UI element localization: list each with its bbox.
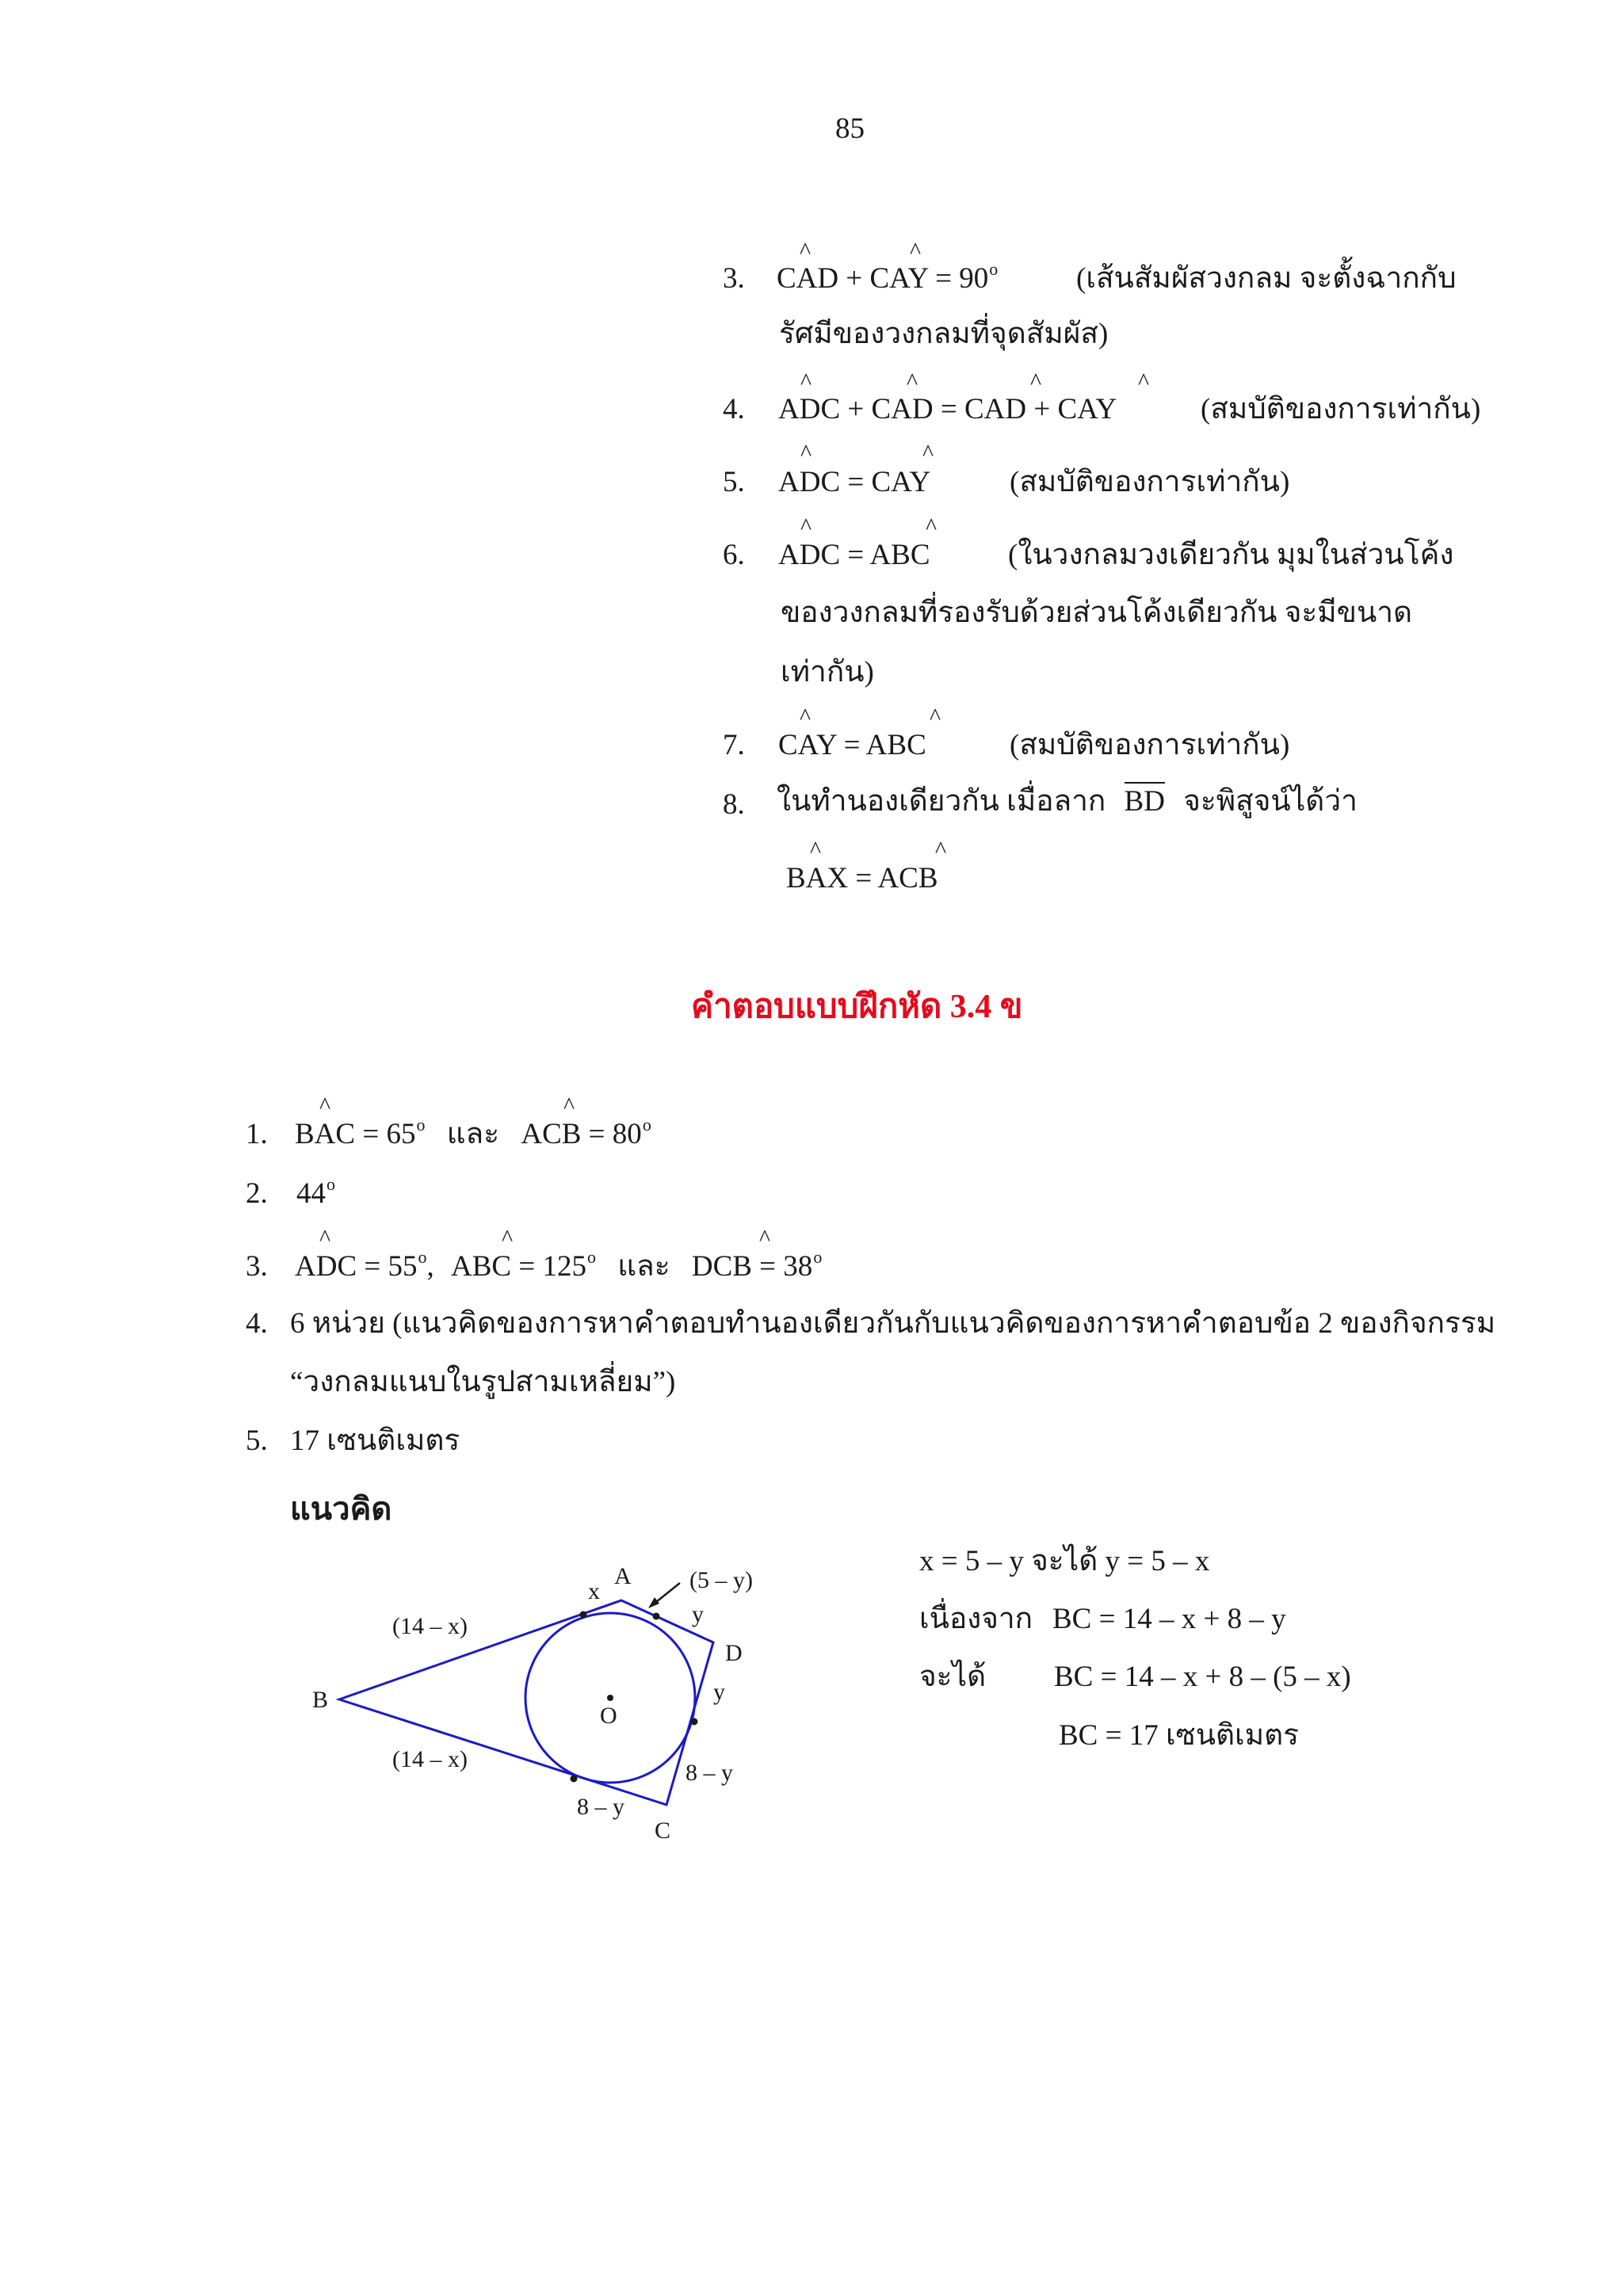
answer-number: 1. [246,1118,268,1150]
degree-sup: o [586,1247,596,1267]
approach-label: แนวคิด [290,1491,392,1527]
label-B: B [312,1687,329,1713]
segment-label-dc-y: y [713,1679,725,1705]
step-number: 8. [723,788,745,821]
answer-part: DCB = 38 [691,1250,813,1283]
step-reason: (เส้นสัมผัสวงกลม จะตั้งฉากกับ [1076,262,1457,295]
step-text-after: จะพิสูจน์ได้ว่า [1183,785,1358,818]
segment-label-dc-8y: 8 – y [685,1760,733,1786]
answer-number: 4. [246,1307,268,1340]
degree-sup: o [642,1115,651,1135]
angle-hat: ^ [800,513,812,540]
tangent-points [571,1611,698,1783]
answer-text-cont: “วงกลมแนบในรูปสามเหลี่ยม”) [290,1366,676,1398]
angle-hat: ^ [922,440,934,466]
answer-text: 17 เซนติเมตร [290,1425,460,1457]
step-reason: (สมบัติของการเท่ากัน) [1201,393,1481,425]
step-number: 5. [723,466,745,498]
answer-part: ABC = 125 [451,1250,586,1283]
segment-overline: BD [1125,782,1165,818]
step-number: 3. [723,262,745,295]
segment-label-x: x [588,1578,600,1604]
step-expression: ADC = ABC [778,539,930,571]
angle-hat: ^ [759,1225,771,1251]
angle-hat: ^ [800,238,812,264]
pointer-arrow [648,1583,680,1608]
answer-number: 3. [246,1250,268,1283]
step-reason: (สมบัติของการเท่ากัน) [1010,466,1290,498]
segment-label-bc-8y: 8 – y [577,1794,624,1820]
step-reason-cont: เท่ากัน) [781,656,874,688]
angle-hat: ^ [926,513,938,540]
working-label: จะได้ [919,1661,987,1693]
answer-part: ADC = 55 [295,1250,418,1283]
angle-hat: ^ [930,704,941,730]
step-expression: BAX = ACB [786,862,938,894]
answer-expression [296,1174,335,1210]
step-expression: ADC + CAD = CAD + CAY [778,393,1117,425]
tangent-point [571,1775,578,1783]
angle-hat: ^ [1138,368,1150,395]
degree-sup: o [327,1174,335,1194]
answer-part: ACB = 80 [521,1118,642,1150]
angle-hat: ^ [910,238,922,264]
angle-hat: ^ [810,837,822,863]
center-point [607,1695,613,1701]
answer-expression [295,1247,823,1283]
degree-sup: o [416,1115,426,1135]
answer-comma: , [426,1250,434,1283]
step-reason: (สมบัติของการเท่ากัน) [1010,729,1290,761]
label-O: O [600,1703,617,1729]
angle-hat: ^ [1030,368,1042,395]
answer-number: 5. [246,1425,268,1457]
tangent-point [691,1718,698,1726]
angle-hat: ^ [800,368,812,395]
answer-number: 2. [246,1177,268,1210]
angle-hat: ^ [800,704,812,730]
angle-hat: ^ [319,1093,331,1119]
step-text [777,787,1358,816]
label-A: A [614,1563,632,1589]
degree-sup: o [989,259,999,279]
step-number: 4. [723,393,745,425]
answer-connector: และ [446,1118,500,1150]
step-reason: (ในวงกลมวงเดียวกัน มุมในส่วนโค้ง [1008,539,1454,571]
degree-sup: o [418,1247,427,1267]
step-text-before: ในทำนองเดียวกัน เมื่อลาก [777,785,1106,818]
section-heading: คำตอบแบบฝึกหัด 3.4 ข [691,989,1023,1025]
label-C: C [655,1817,671,1844]
segment-label-bc: (14 – x) [392,1746,468,1772]
answer-text: 6 หน่วย (แนวคิดของการหาคำตอบทำนองเดียวกันกับแนวคิดของการหาคำตอบข้อ 2 ของกิจกรรม [290,1307,1496,1340]
segment-label-5y: (5 – y) [689,1567,753,1593]
tangent-point [580,1611,587,1619]
working-line-2: BC = 14 – x + 8 – y [1052,1603,1286,1635]
tangent-point [653,1613,660,1620]
step-reason-cont: ของวงกลมที่รองรับด้วยส่วนโค้งเดียวกัน จะมีขนาด [781,597,1413,629]
angle-hat: ^ [502,1225,514,1251]
page-number: 85 [835,113,865,145]
angle-hat: ^ [563,1093,575,1119]
step-reason-cont: รัศมีของวงกลมที่จุดสัมผัส) [779,318,1109,350]
answer-connector: และ [617,1250,670,1283]
angle-hat: ^ [800,440,812,466]
step-expression: CAY = ABC [778,729,926,761]
working-line-1: x = 5 – y จะได้ y = 5 – x [919,1545,1210,1577]
label-D: D [725,1640,743,1666]
working-label: เนื่องจาก [919,1603,1033,1635]
angle-hat: ^ [319,1225,331,1251]
working-line-3: BC = 14 – x + 8 – (5 – x) [1054,1661,1351,1693]
answer-part: 44 [296,1177,326,1210]
segment-label-ad-y: y [692,1601,704,1627]
segment-label-ab: (14 – x) [392,1613,468,1639]
step-number: 6. [723,539,745,571]
step-expression: ADC = CAY [778,466,931,498]
expression-text: CAD + CAY = 90 [777,262,989,295]
angle-hat: ^ [935,837,947,863]
degree-sup: o [813,1247,823,1267]
answer-expression [295,1115,651,1150]
angle-hat: ^ [907,368,918,395]
step-number: 7. [723,729,745,761]
step-expression [777,259,999,295]
working-line-4: BC = 17 เซนติเมตร [1059,1719,1299,1752]
answer-part: BAC = 65 [295,1118,416,1150]
geometry-figure [301,1545,1094,1878]
